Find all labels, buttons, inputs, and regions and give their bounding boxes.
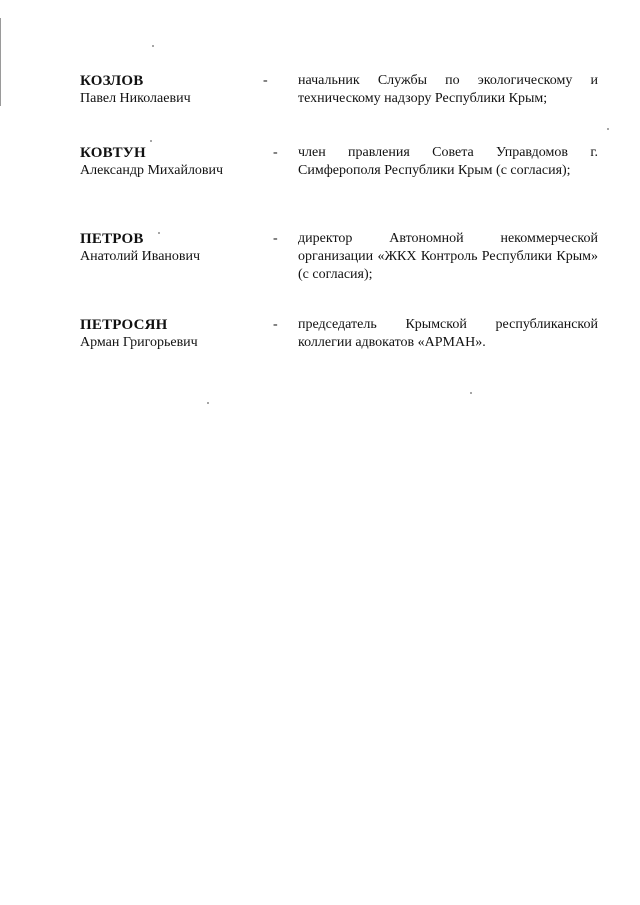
entry-dash: - bbox=[263, 73, 268, 88]
member-surname: КОВТУН bbox=[80, 145, 146, 161]
entry-dash: - bbox=[273, 317, 278, 332]
member-surname: ПЕТРОСЯН bbox=[80, 317, 168, 333]
member-given-names: Арман Григорьевич bbox=[80, 335, 198, 350]
scan-speck bbox=[607, 128, 609, 130]
member-entry bbox=[80, 144, 598, 224]
member-given-names: Анатолий Иванович bbox=[80, 249, 201, 264]
member-surname: КОЗЛОВ bbox=[80, 73, 144, 89]
member-surname: ПЕТРОВ bbox=[80, 231, 144, 247]
member-entry bbox=[80, 72, 598, 152]
member-entry bbox=[80, 316, 598, 396]
entry-dash: - bbox=[273, 145, 278, 160]
member-given-names: Павел Николаевич bbox=[80, 91, 191, 106]
member-position: председатель Крымской республиканской коллегии адвокатов «АРМАН». bbox=[298, 317, 598, 350]
member-given-names: Александр Михайлович bbox=[80, 163, 224, 178]
member-position: начальник Службы по экологическому и техническому надзору Республики Крым; bbox=[298, 73, 598, 106]
scan-speck bbox=[207, 402, 209, 404]
scan-speck bbox=[152, 45, 154, 47]
member-entry bbox=[80, 230, 598, 310]
scan-margin-line bbox=[0, 18, 1, 106]
member-position: член правления Совета Управдомов г. Симферополя Республики Крым (с согласия); bbox=[298, 145, 598, 178]
member-position: директор Автономной некоммерческой организации «ЖКХ Контроль Республики Крым» (с согласия); bbox=[298, 231, 598, 282]
entry-dash: - bbox=[273, 231, 278, 246]
